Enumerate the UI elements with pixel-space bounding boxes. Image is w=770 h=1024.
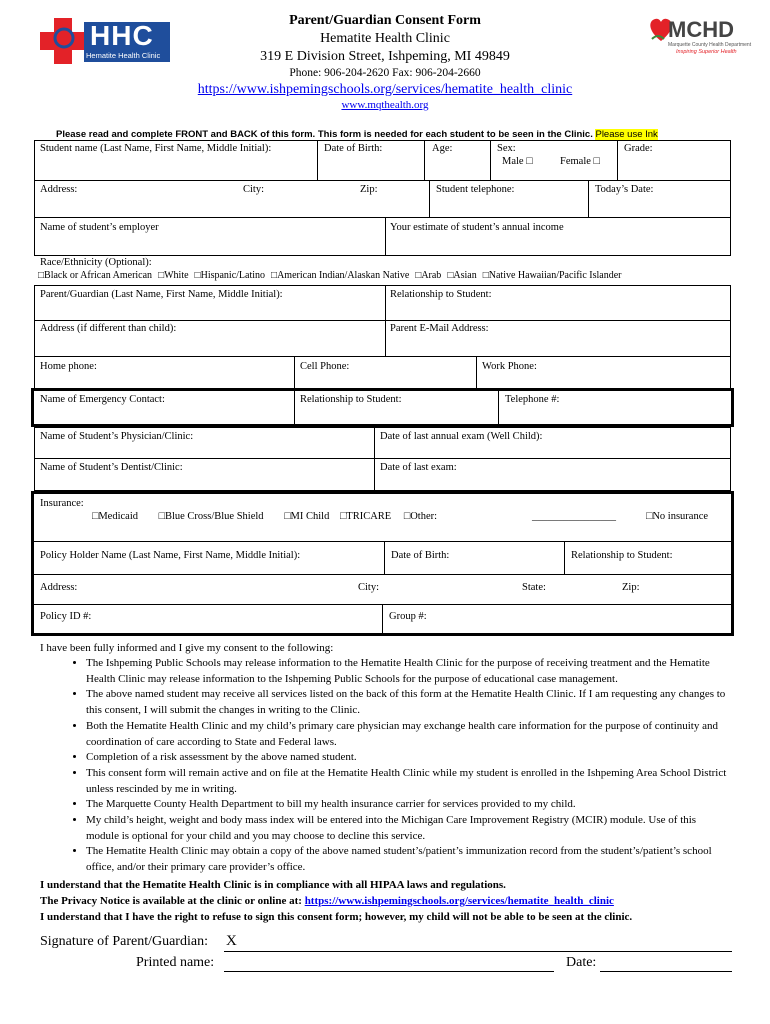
insurance-label: Insurance: <box>40 498 84 509</box>
mqthealth-url-link[interactable]: www.mqthealth.org <box>341 99 429 111</box>
female-option[interactable] <box>560 156 600 167</box>
insurance-city-label: City: <box>358 582 380 593</box>
student-name-label: Student name (Last Name, First Name, Middle Initial): <box>40 143 272 154</box>
insurance-option-tricare[interactable]: □TRICARE <box>339 511 392 522</box>
privacy-notice-link[interactable]: https://www.ishpemingschools.org/services/hematite_health_clinic <box>304 894 614 907</box>
work-phone-label: Work Phone: <box>482 361 537 372</box>
parent-name-label: Parent/Guardian (Last Name, First Name, Middle Initial): <box>40 289 283 300</box>
privacy-notice <box>40 893 730 909</box>
female-checkbox[interactable]: □ <box>593 156 600 167</box>
female-label: Female <box>560 156 591 167</box>
privacy-notice-text: The Privacy Notice is available at the clinic or online at: <box>40 894 305 907</box>
clinic-name: Hematite Health Clinic <box>320 31 450 46</box>
clinic-url[interactable] <box>0 82 770 98</box>
mchd-logo-letters: MCHD <box>668 17 734 42</box>
printed-name-line[interactable] <box>224 971 554 972</box>
signature-mark: X <box>226 933 237 949</box>
todays-date-label: Today’s Date: <box>595 184 654 195</box>
home-phone-label: Home phone: <box>40 361 97 372</box>
use-ink-highlight: Please use Ink <box>595 129 658 140</box>
consent-item: • The Marquette County Health Department to bill my health insurance carrier for services provided to my child. <box>86 797 730 813</box>
consent-item: • This consent form will remain active and on file at the Hematite Health Clinic while my student is enrolled in the Ishpeming Area School District unless rescinded by me in writing. <box>86 766 730 797</box>
consent-item: • The above named student may receive all services listed on the back of this form at the Hematite Health Clinic. If I am requesting any changes to this consent, I will submit the changes in writing to the Clinic. <box>86 687 730 718</box>
group-label: Group #: <box>389 611 427 622</box>
form-title: Parent/Guardian Consent Form <box>289 13 481 28</box>
refuse-statement: I understand that I have the right to refuse to sign this consent form; however, my child will not be able to be seen at the clinic. <box>40 910 633 923</box>
race-option-native-hawaiian[interactable]: □Native Hawaiian/Pacific Islander <box>482 270 622 281</box>
male-checkbox[interactable]: □ <box>526 156 533 167</box>
signature-line[interactable] <box>224 951 732 952</box>
consent-item: • My child’s height, weight and body mass index will be entered into the Michigan Care Improvement Registry (MCIR) module. Use of this module is optional for your child and you may choose to decline this service. <box>86 813 730 844</box>
emergency-relationship-label: Relationship to Student: <box>300 394 402 405</box>
clinic-address: 319 E Division Street, Ishpeming, MI 49849 <box>260 49 510 64</box>
last-exam-label: Date of last exam: <box>380 462 457 473</box>
hipaa-statement: I understand that the Hematite Health Clinic is in compliance with all HIPAA laws and regulations. <box>40 878 506 891</box>
zip-label: Zip: <box>360 184 378 195</box>
student-telephone-label: Student telephone: <box>436 184 515 195</box>
emergency-telephone-label: Telephone #: <box>505 394 560 405</box>
grade-label: Grade: <box>624 143 653 154</box>
policy-holder-dob-label: Date of Birth: <box>391 550 450 561</box>
parent-relationship-label: Relationship to Student: <box>390 289 492 300</box>
cell-phone-label: Cell Phone: <box>300 361 350 372</box>
hhc-logo-subtitle: Hematite Health Clinic <box>86 51 161 60</box>
consent-section <box>40 641 730 925</box>
insurance-options <box>92 511 437 522</box>
policy-holder-relationship-label: Relationship to Student: <box>571 550 673 561</box>
instructions-text: Please read and complete FRONT and BACK of this form. This form is needed for each student to be seen in the Clinic. <box>56 129 596 140</box>
insurance-option-bcbs[interactable]: □Blue Cross/Blue Shield <box>158 511 264 522</box>
insurance-other-blank[interactable]: ________________ <box>532 511 616 522</box>
employer-label: Name of student’s employer <box>40 222 159 233</box>
dentist-label: Name of Student’s Dentist/Clinic: <box>40 462 183 473</box>
address-label: Address: <box>40 184 78 195</box>
policy-holder-label: Policy Holder Name (Last Name, First Name, Middle Initial): <box>40 550 301 561</box>
last-exam-wellchild-label: Date of last annual exam (Well Child): <box>380 431 543 442</box>
parent-section <box>34 285 731 390</box>
insurance-option-medicaid[interactable]: □Medicaid <box>92 511 138 522</box>
policy-id-label: Policy ID #: <box>40 611 92 622</box>
age-label: Age: <box>432 143 453 154</box>
consent-list <box>40 656 730 876</box>
signature-label: Signature of Parent/Guardian: <box>40 934 208 949</box>
race-option-black[interactable]: □Black or African American <box>38 270 153 281</box>
consent-item: • The Hematite Health Clinic may obtain a copy of the above named student’s/patient’s immunization record from the student’s/patient’s school office, and/or their primary care provider’s office. <box>86 844 730 875</box>
clinic-url-link[interactable]: https://www.ishpemingschools.org/services/hematite_health_clinic <box>197 82 573 97</box>
sex-label: Sex: <box>497 143 516 154</box>
race-option-american-indian[interactable]: □American Indian/Alaskan Native <box>271 270 410 281</box>
race-option-arab[interactable]: □Arab <box>415 270 442 281</box>
mchd-logo-tagline: Inspiring Superior Health <box>676 49 737 55</box>
city-label: City: <box>243 184 265 195</box>
consent-intro: I have been fully informed and I give my consent to the following: <box>40 642 334 654</box>
insurance-address-label: Address: <box>40 582 78 593</box>
consent-item: • Both the Hematite Health Clinic and my child’s primary care physician may exchange health care information for the purpose of continuity and coordination of care according to State and Federal laws. <box>86 719 730 750</box>
consent-item: • Completion of a risk assessment by the above named student. <box>86 750 730 766</box>
clinic-phone-fax: Phone: 906-204-2620 Fax: 906-204-2660 <box>289 67 481 79</box>
race-options <box>38 270 621 281</box>
race-option-hispanic[interactable]: □Hispanic/Latino <box>194 270 266 281</box>
student-section <box>34 140 731 256</box>
insurance-option-other[interactable]: □Other: <box>403 511 438 522</box>
physician-label: Name of Student’s Physician/Clinic: <box>40 431 194 442</box>
instructions <box>56 129 658 140</box>
consent-item: • The Ishpeming Public Schools may release information to the Hematite Health Clinic for the purpose of receiving treatment and the Hematite Health Clinic may release information to the Ishpeming Public Schools for the purpose of educational case management. <box>86 656 730 687</box>
parent-address-label: Address (if different than child): <box>40 323 177 334</box>
male-option[interactable] <box>502 156 533 167</box>
insurance-zip-label: Zip: <box>622 582 640 593</box>
date-line[interactable] <box>600 971 732 972</box>
race-option-white[interactable]: □White <box>158 270 189 281</box>
race-label: Race/Ethnicity (Optional): <box>40 257 152 268</box>
printed-name-label: Printed name: <box>136 955 215 970</box>
dob-label: Date of Birth: <box>324 143 383 154</box>
date-label: Date: <box>566 955 597 970</box>
emergency-name-label: Name of Emergency Contact: <box>40 394 165 405</box>
mchd-logo-subtitle: Marquette County Health Department <box>668 42 752 48</box>
insurance-state-label: State: <box>522 582 546 593</box>
insurance-option-none[interactable]: □No insurance <box>646 511 709 522</box>
income-label: Your estimate of student’s annual income <box>390 222 564 233</box>
male-label: Male <box>502 156 524 167</box>
insurance-option-michild[interactable]: □MI Child <box>284 511 330 522</box>
race-option-asian[interactable]: □Asian <box>447 270 477 281</box>
mqthealth-url[interactable] <box>0 99 770 111</box>
hhc-logo-letters: HHC <box>90 20 154 51</box>
parent-email-label: Parent E-Mail Address: <box>390 323 489 334</box>
